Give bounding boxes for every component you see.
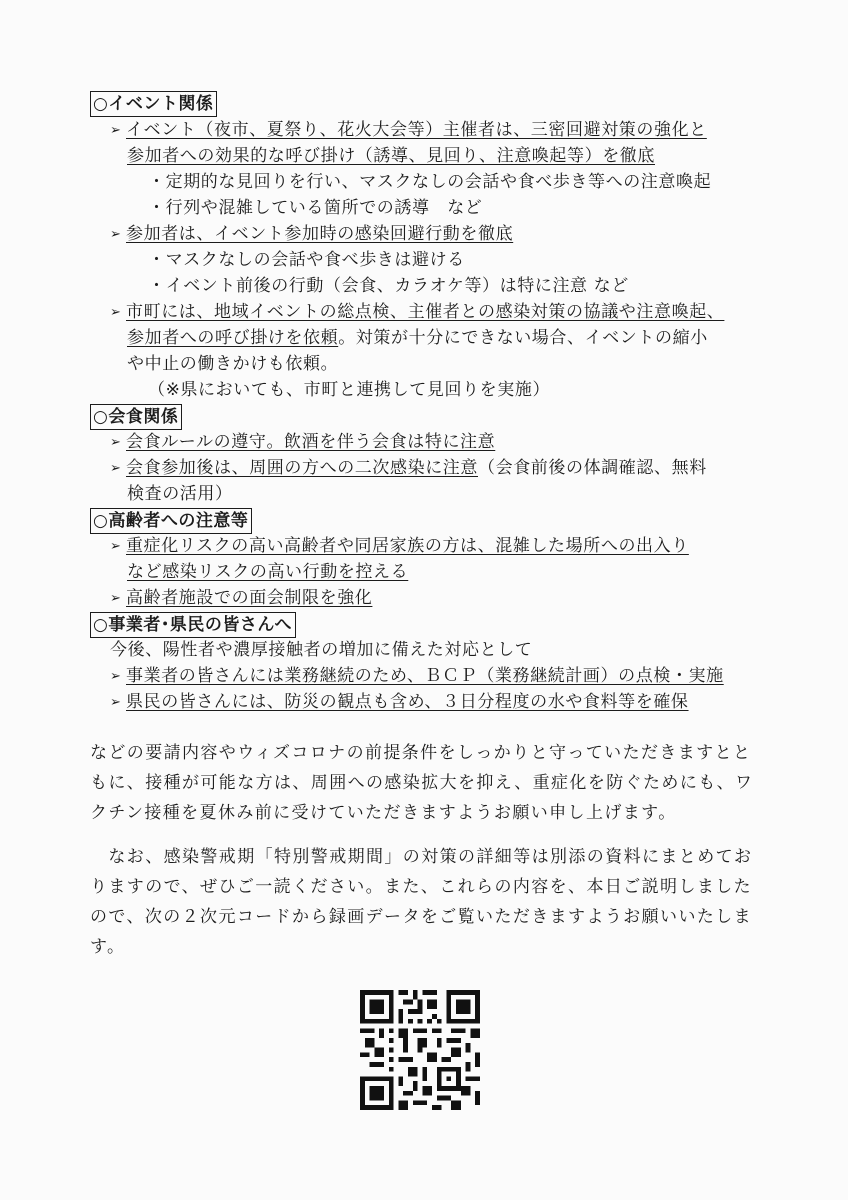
arrow-bullet-icon: ➢ — [110, 695, 122, 710]
section-heading-dining: ○会食関係 — [90, 404, 182, 430]
list-item-cont: 参加者への効果的な呼び掛け（誘導、見回り、注意喚起等）を徹底 — [127, 146, 655, 166]
sub-item: ・マスクなしの会話や食べ歩きは避ける — [148, 250, 465, 270]
section-heading-event: ○イベント関係 — [90, 91, 217, 117]
arrow-bullet-icon: ➢ — [110, 539, 122, 554]
list-item: ➢ イベント（夜市、夏祭り、花火大会等）主催者は、三密回避対策の強化と — [110, 118, 707, 143]
section-heading-elderly: ○高齢者への注意等 — [90, 508, 252, 534]
arrow-bullet-icon: ➢ — [110, 461, 122, 476]
body-paragraph-1: などの要請内容やウィズコロナの前提条件をしっかりと守っていただきますとともに、接種が可能な方は、周囲への感染拡大を抑え、重症化を防ぐためにも、ワクチン接種を夏休み前に受けていただきますようお願い申し上げます。 — [90, 743, 754, 823]
arrow-bullet-icon: ➢ — [110, 227, 122, 242]
list-item: ➢ 参加者は、イベント参加時の感染回避行動を徹底 — [110, 222, 513, 247]
sub-item: ・行列や混雑している箇所での誘導 など — [148, 198, 483, 218]
arrow-bullet-icon: ➢ — [110, 123, 122, 138]
sub-item: ・定期的な見回りを行い、マスクなしの会話や食べ歩き等への注意喚起 — [148, 172, 712, 192]
list-item: ➢ 市町には、地域イベントの総点検、主催者との感染対策の協議や注意喚起、 — [110, 300, 724, 325]
list-item-cont: 検査の活用） — [127, 484, 233, 504]
arrow-bullet-icon: ➢ — [110, 435, 122, 450]
list-item: ➢ 県民の皆さんには、防災の観点も含め、３日分程度の水や食料等を確保 — [110, 690, 689, 715]
arrow-bullet-icon: ➢ — [110, 669, 122, 684]
arrow-bullet-icon: ➢ — [110, 305, 122, 320]
arrow-bullet-icon: ➢ — [110, 591, 122, 606]
list-item: ➢ 重症化リスクの高い高齢者や同居家族の方は、混雑した場所への出入り — [110, 534, 689, 559]
note: （※県においても、市町と連携して見回りを実施） — [148, 380, 551, 400]
list-item-cont: など感染リスクの高い行動を控える — [127, 562, 409, 582]
section-heading-business: ○事業者･県民の皆さんへ — [90, 612, 296, 638]
list-item: ➢ 高齢者施設での面会制限を強化 — [110, 586, 372, 611]
list-item: ➢ 会食参加後は、周囲の方への二次感染に注意（会食前後の体調確認、無料 — [110, 456, 707, 481]
qr-code-icon[interactable] — [360, 990, 480, 1110]
list-item-cont: 参加者への呼び掛けを依頼。対策が十分にできない場合、イベントの縮小 — [127, 328, 708, 348]
body-paragraph-2: なお、感染警戒期「特別警戒期間」の対策の詳細等は別添の資料にまとめておりますので、ぜひご一読ください。また、これらの内容を、本日ご説明しましたので、次の２次元コードから録画データをご覧いただきますようお願いいたします。 — [90, 847, 753, 957]
list-item-cont: や中止の働きかけも依頼。 — [127, 354, 339, 374]
list-item: ➢ 会食ルールの遵守。飲酒を伴う会食は特に注意 — [110, 430, 495, 455]
sub-item: ・イベント前後の行動（会食、カラオケ等）は特に注意 など — [148, 276, 629, 296]
list-item: ➢ 事業者の皆さんには業務継続のため、ＢＣＰ（業務継続計画）の点検・実施 — [110, 664, 724, 689]
intro-text: 今後、陽性者や濃厚接触者の増加に備えた対応として — [110, 640, 533, 660]
